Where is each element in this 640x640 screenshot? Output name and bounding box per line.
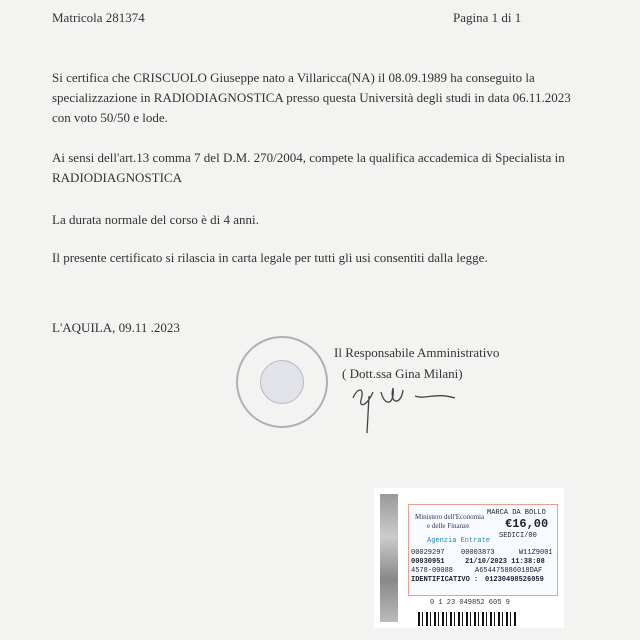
stamp-amount: €16,00 [505,517,549,531]
revenue-stamp [374,488,564,628]
signatory-name: ( Dott.ssa Gina Milani) [342,366,463,381]
body-text: Il presente certificato si rilascia in carta legale per tutti gli usi consentiti dalla legge. [52,250,488,265]
body-text: RADIODIAGNOSTICA [52,170,182,185]
matricola: Matricola 281374 [52,10,145,25]
university-seal [236,336,328,428]
datetime: 21/10/2023 11:38:08 [465,558,545,566]
body-text: Ai sensi dell'art.13 comma 7 del D.M. 270/2004, compete la qualifica accademica di Specialista in [52,150,565,165]
hologram-strip [380,494,398,622]
id-value: 01230498526059 [485,576,544,584]
code: 00030951 [411,558,445,566]
ministry2: e delle Finanze [427,522,470,530]
body-text: specializzazione in RADIODIAGNOSTICA presso questa Università degli studi in data 06.11.2023 [52,90,571,105]
signatory-role: Il Responsabile Amministrativo [334,345,500,360]
code: A654475886018DAF [475,567,543,575]
agency-logo: Agenzia Entrate [427,537,491,545]
code: 4578-00088 [411,567,454,575]
amount-words: SEDICI/00 [499,532,537,540]
barcode [418,612,518,626]
stamp-title: MARCA DA BOLLO [487,509,546,517]
body-text: La durata normale del corso è di 4 anni. [52,212,259,227]
page-number: Pagina 1 di 1 [453,10,522,25]
body-text: con voto 50/50 e lode. [52,110,168,125]
code: W11Z9001 [519,549,553,557]
code: 00003873 [461,549,495,557]
seal-emblem-icon [260,360,304,404]
id-label: IDENTIFICATIVO : [411,576,479,584]
place-date: L'AQUILA, 09.11 .2023 [52,320,180,335]
ministry: Ministero dell'Economia [415,513,485,521]
barcode-number: 0 1 23 049852 605 9 [430,599,510,607]
signature [345,378,475,438]
code: 00029297 [411,549,445,557]
body-text: Si certifica che CRISCUOLO Giuseppe nato a Villaricca(NA) il 08.09.1989 ha conseguito la [52,70,535,85]
